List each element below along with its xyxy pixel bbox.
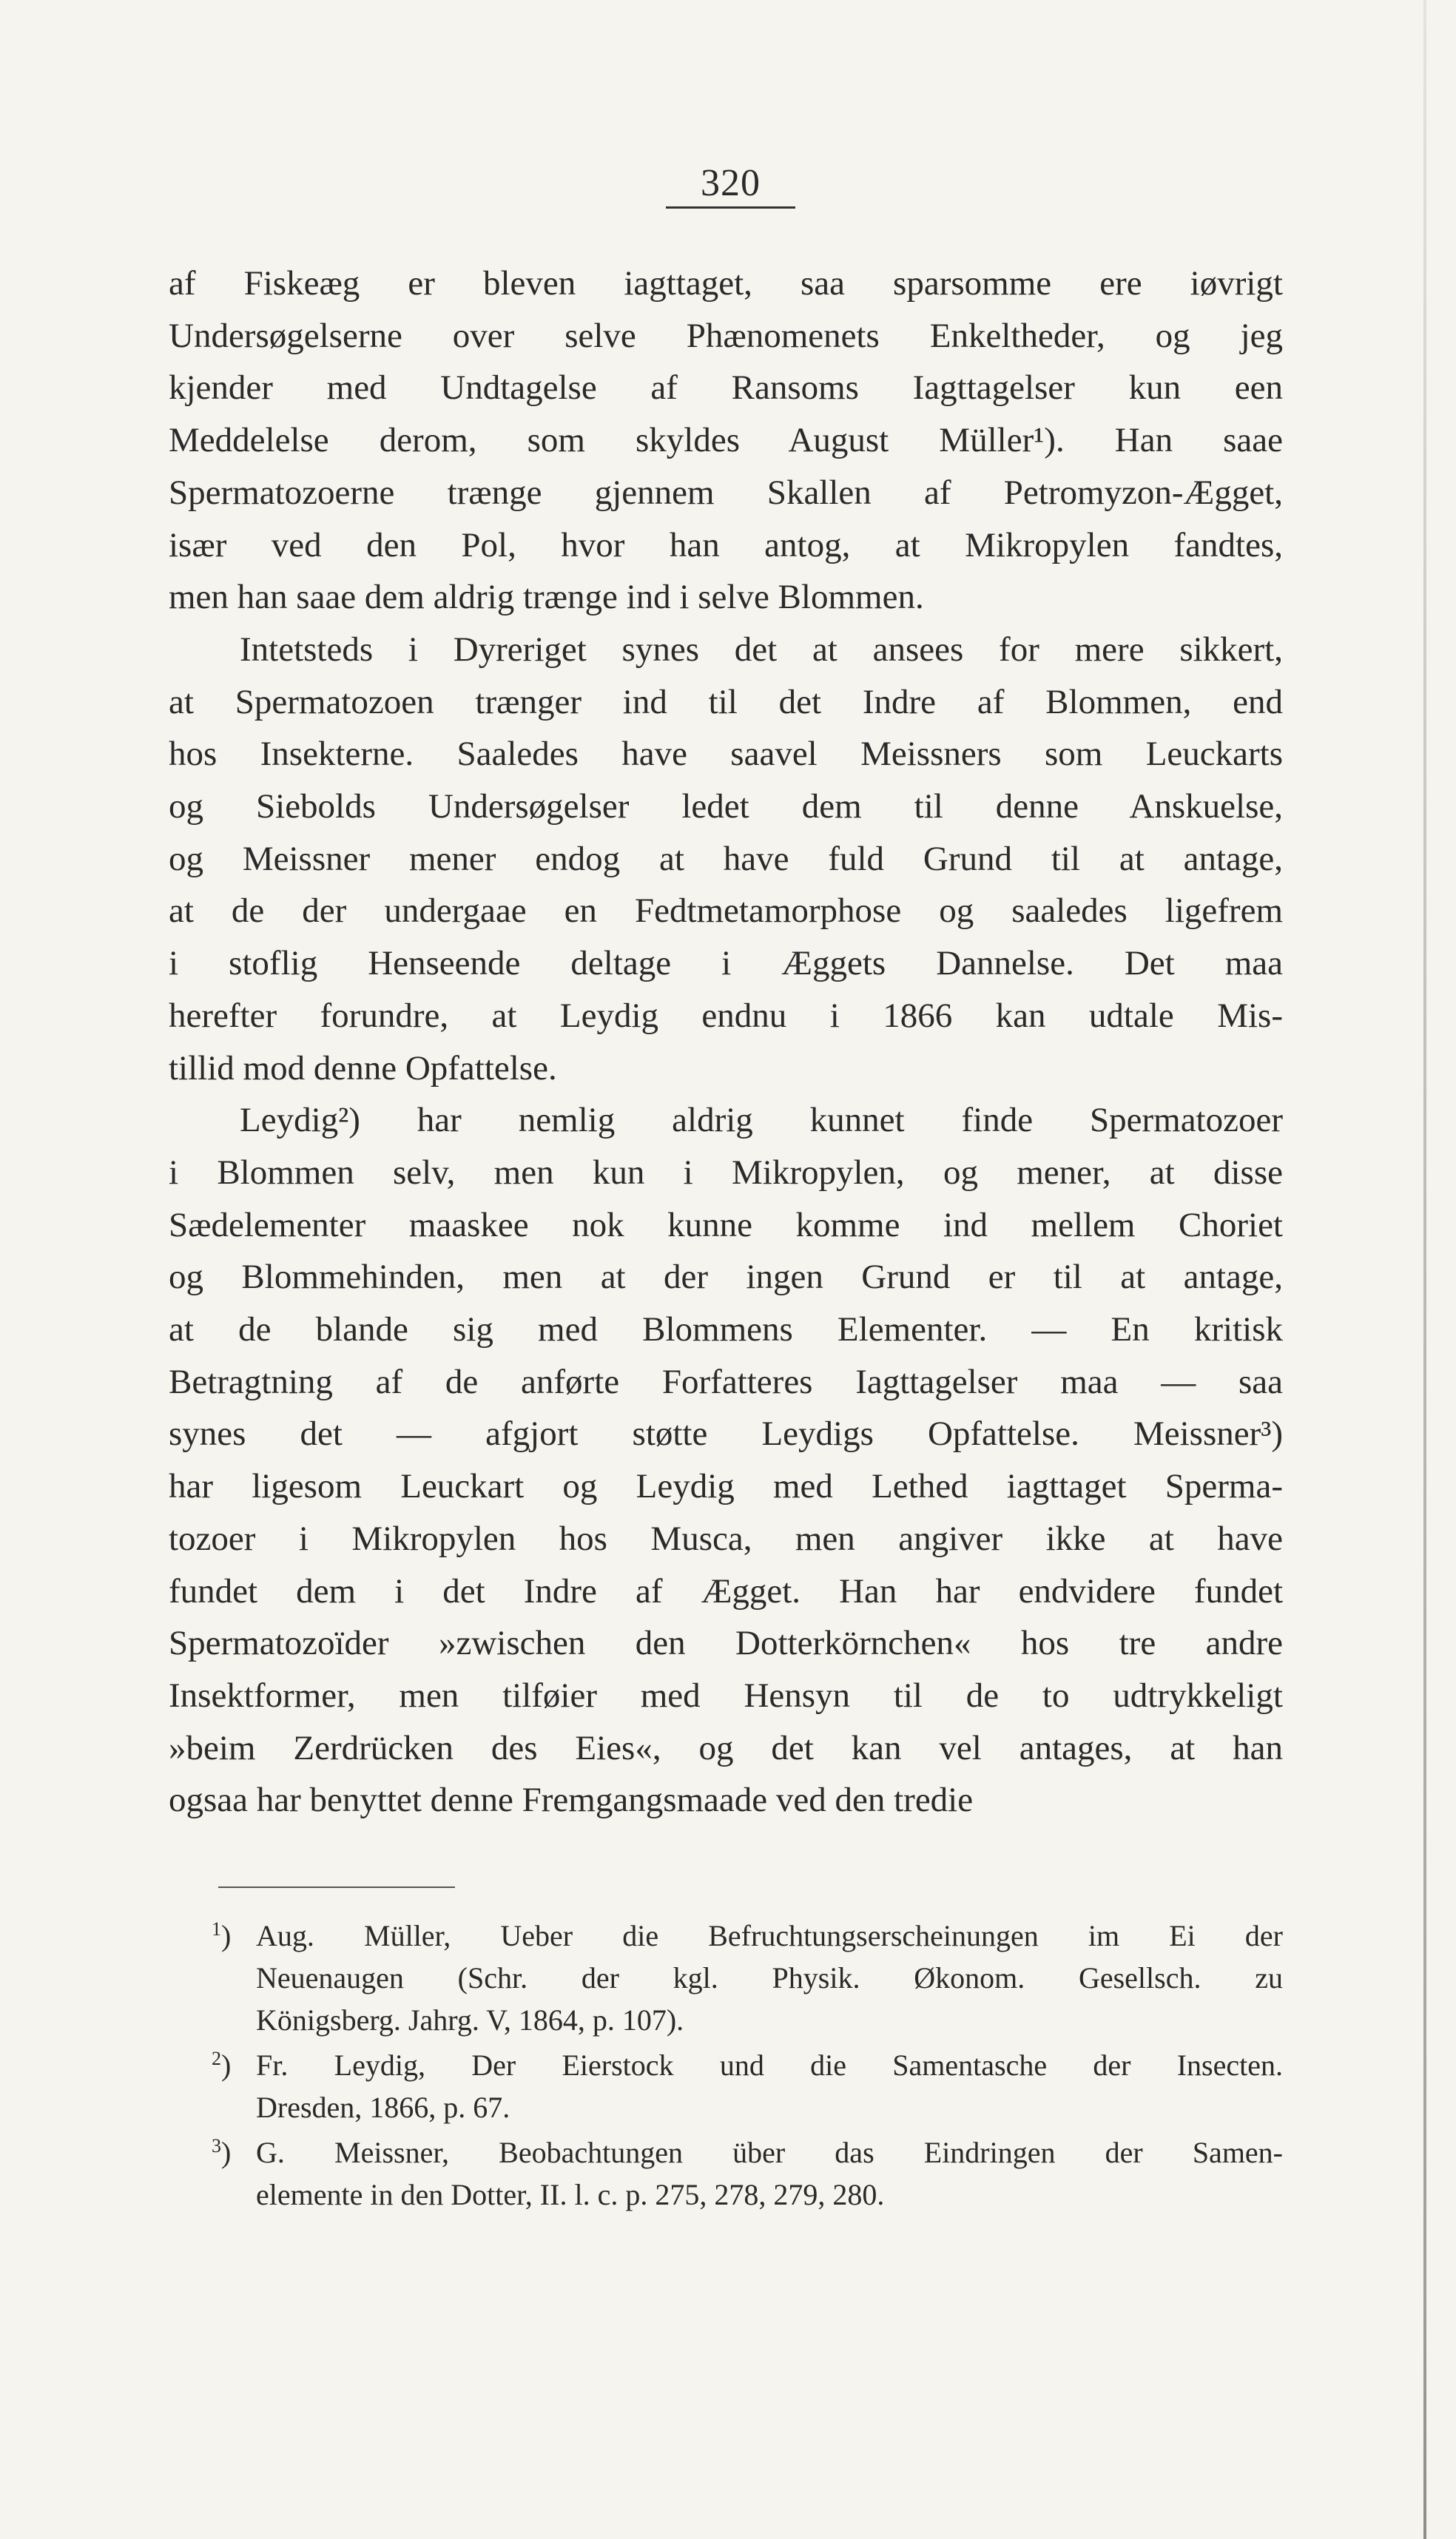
footnote-number: 3: [212, 2135, 221, 2157]
text-line: Insektformer, men tilføier med Hensyn til de to udtrykkeligt: [169, 1676, 1283, 1715]
text-line: men han saae dem aldrig trænge ind i selve Blommen.: [169, 578, 924, 617]
text-line: og Blommehinden, men at der ingen Grund er til at antage,: [169, 1258, 1283, 1297]
footnote-line: Aug. Müller, Ueber die Befruchtungserscheinungen im Ei der: [256, 1919, 1283, 1952]
text-line: »beim Zerdrücken des Eies«, og det kan vel antages, at han: [169, 1728, 1283, 1767]
text-line: kjender med Undtagelse af Ransoms Iagttagelser kun een: [169, 368, 1283, 408]
footnote-mark: $^2$): [212, 2048, 232, 2082]
footnote-number: 1: [212, 1918, 221, 1940]
text-line: Leydig²) har nemlig aldrig kunnet finde Spermatozoer: [240, 1101, 1283, 1140]
text-line: Intetsteds i Dyreriget synes det at ansees for mere sikkert,: [240, 630, 1283, 669]
text-line: tillid mod denne Opfattelse.: [169, 1048, 557, 1088]
text-line: at de der undergaae en Fedtmetamorphose og saaledes ligefrem: [169, 891, 1283, 931]
footnote-line: Fr. Leydig, Der Eierstock und die Samentasche der Insecten.: [256, 2049, 1283, 2082]
text-line: hos Insekterne. Saaledes have saavel Meissners som Leuckarts: [169, 735, 1283, 774]
text-line: Spermatozoerne trænge gjennem Skallen af Petromyzon-Ægget,: [169, 473, 1283, 512]
text-line: især ved den Pol, hvor han antog, at Mikropylen fandtes,: [169, 525, 1283, 564]
footnote-line: elemente in den Dotter, II. l. c. p. 275, 278, 279, 280.: [256, 2178, 885, 2211]
text-line: og Siebolds Undersøgelser ledet dem til denne Anskuelse,: [169, 787, 1283, 826]
text-line: Betragtning af de anførte Forfatteres Iagttagelser maa — saa: [169, 1362, 1283, 1401]
text-line: tozoer i Mikropylen hos Musca, men angiver ikke at have: [169, 1519, 1283, 1558]
footnote-line: Neuenaugen (Schr. der kgl. Physik. Økonom. Gesellsch. zu: [256, 1961, 1283, 1995]
text-line: i stoflig Henseende deltage i Æggets Dannelse. Det maa: [169, 944, 1283, 983]
text-line: fundet dem i det Indre af Ægget. Han har endvidere fundet: [169, 1571, 1283, 1611]
text-line: at Spermatozoen trænger ind til det Indre af Blommen, end: [169, 682, 1283, 721]
footnote-mark: $^1$): [212, 1918, 232, 1952]
text-line: og Meissner mener endog at have fuld Grund til at antage,: [169, 839, 1283, 878]
text-line: Sædelementer maaskee nok kunne komme ind mellem Choriet: [169, 1205, 1283, 1244]
footnote-separator: [218, 1886, 455, 1888]
footnote: [169, 2044, 1283, 2128]
text-line: af Fiskeæg er bleven iagttaget, saa sparsomme ere iøvrigt: [169, 264, 1283, 303]
text-line: ogsaa har benyttet denne Fremgangsmaade ved den tredie: [169, 1781, 974, 1820]
paragraph: [169, 624, 1283, 1094]
text-line: at de blande sig med Blommens Elementer. — En kritisk: [169, 1310, 1283, 1349]
text-line: har ligesom Leuckart og Leydig med Lethed iagttaget Sperma-: [169, 1467, 1283, 1506]
footnote-line: Königsberg. Jahrg. V, 1864, p. 107).: [256, 2003, 684, 2037]
footnote-number: 2: [212, 2048, 221, 2069]
text-line: Spermatozoïder »zwischen den Dotterkörnchen« hos tre andre: [169, 1624, 1283, 1663]
main-text: [169, 257, 1283, 1827]
text-line: synes det — afgjort støtte Leydigs Opfattelse. Meissner³): [169, 1415, 1283, 1454]
footnotes: [169, 1915, 1283, 2219]
footnote-line: Dresden, 1866, p. 67.: [256, 2091, 510, 2124]
text-line: herefter forundre, at Leydig endnu i 1866 kan udtale Mis-: [169, 996, 1283, 1035]
page-number: 320: [666, 161, 795, 209]
text-line: Undersøgelserne over selve Phænomenets Enkeltheder, og jeg: [169, 316, 1283, 355]
text-line: Meddelelse derom, som skyldes August Müller¹). Han saae: [169, 421, 1283, 460]
text-line: i Blommen selv, men kun i Mikropylen, og mener, at disse: [169, 1153, 1283, 1192]
paragraph: [169, 1094, 1283, 1827]
footnote-line: G. Meissner, Beobachtungen über das Eindringen der Samen-: [256, 2136, 1283, 2169]
page-edge-shadow: [1423, 0, 1426, 2539]
paragraph: [169, 257, 1283, 624]
footnote: [169, 1915, 1283, 2041]
footnote: [169, 2131, 1283, 2216]
footnote-mark: $^3$): [212, 2135, 232, 2169]
